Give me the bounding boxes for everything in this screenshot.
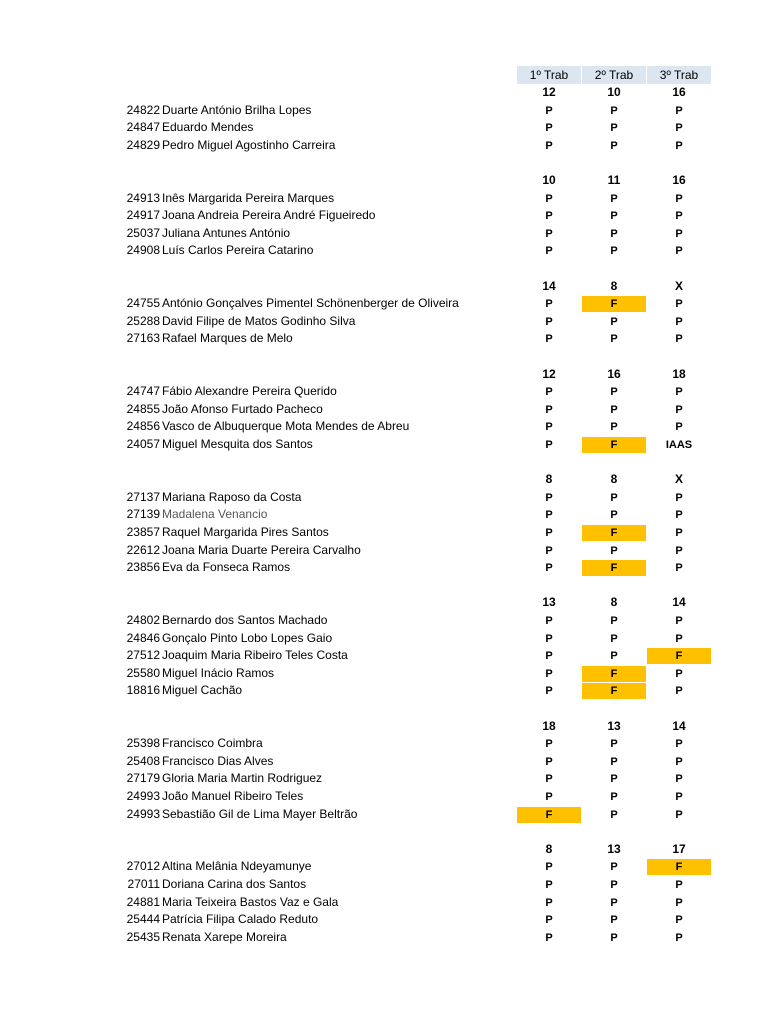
mark-cell: P bbox=[545, 738, 553, 751]
student-name: Luís Carlos Pereira Catarino bbox=[162, 243, 314, 258]
student-name: David Filipe de Matos Godinho Silva bbox=[162, 313, 356, 328]
group-score: 17 bbox=[672, 841, 686, 856]
mark-cell: P bbox=[610, 210, 618, 223]
mark-cell: P bbox=[545, 755, 553, 768]
mark-cell: P bbox=[675, 738, 683, 751]
group-score: 14 bbox=[672, 595, 686, 610]
mark-cell: P bbox=[675, 139, 683, 152]
mark-cell: P bbox=[610, 491, 618, 504]
student-name: João Afonso Furtado Pacheco bbox=[162, 401, 323, 416]
group-score: 8 bbox=[610, 595, 618, 610]
student-name: Renata Xarepe Moreira bbox=[162, 929, 287, 944]
mark-cell: P bbox=[545, 245, 553, 258]
student-number: 24993 bbox=[126, 806, 160, 821]
group-score: 14 bbox=[672, 718, 686, 733]
mark-cell: P bbox=[545, 896, 553, 909]
mark-cell: P bbox=[545, 562, 553, 575]
student-number: 24846 bbox=[126, 630, 160, 645]
student-number: 25398 bbox=[126, 736, 160, 751]
student-number: 27011 bbox=[127, 877, 160, 891]
student-number: 27163 bbox=[126, 331, 160, 346]
mark-cell: P bbox=[675, 298, 683, 311]
student-name: Francisco Dias Alves bbox=[162, 753, 274, 768]
student-number: 24802 bbox=[126, 613, 160, 627]
student-number: 24057 bbox=[126, 437, 160, 451]
mark-cell: P bbox=[545, 914, 553, 927]
mark-cell: P bbox=[610, 139, 618, 152]
mark-cell: P bbox=[610, 738, 618, 751]
mark-cell: P bbox=[610, 773, 618, 786]
mark-cell: P bbox=[610, 227, 618, 240]
mark-cell: P bbox=[610, 896, 618, 909]
student-number: 27512 bbox=[126, 648, 160, 663]
mark-cell: P bbox=[545, 386, 553, 399]
student-name: Miguel Cachão bbox=[162, 683, 243, 698]
mark-cell: P bbox=[675, 562, 683, 575]
mark-cell: P bbox=[675, 421, 683, 434]
mark-cell: P bbox=[610, 755, 618, 768]
mark-cell: P bbox=[545, 632, 553, 645]
mark-cell: P bbox=[675, 491, 683, 504]
mark-cell: P bbox=[545, 315, 553, 328]
mark-cell: P bbox=[610, 650, 618, 663]
student-name: Duarte António Brilha Lopes bbox=[162, 102, 312, 117]
group-score: 10 bbox=[607, 85, 621, 99]
mark-cell: P bbox=[675, 122, 683, 135]
mark-cell: P bbox=[610, 333, 618, 346]
mark-cell: P bbox=[675, 773, 683, 786]
mark-cell: P bbox=[610, 403, 618, 416]
student-name: Francisco Coimbra bbox=[162, 736, 263, 751]
mark-cell: P bbox=[545, 421, 553, 434]
student-number: 24829 bbox=[126, 137, 160, 152]
mark-cell: F bbox=[582, 296, 646, 312]
mark-cell: P bbox=[545, 192, 553, 205]
mark-cell: P bbox=[675, 315, 683, 328]
student-number: 24747 bbox=[126, 384, 160, 399]
mark-cell: P bbox=[610, 632, 618, 645]
student-name: Inês Margarida Pereira Marques bbox=[162, 190, 335, 205]
student-name: Maria Teixeira Bastos Vaz e Gala bbox=[162, 894, 339, 909]
student-number: 25435 bbox=[126, 929, 160, 944]
mark-cell: P bbox=[610, 386, 618, 399]
mark-cell: P bbox=[545, 491, 553, 504]
group-score: 13 bbox=[607, 841, 621, 856]
student-number: 24822 bbox=[126, 102, 160, 117]
student-number: 23856 bbox=[126, 560, 160, 575]
mark-cell: P bbox=[675, 685, 683, 698]
group-score: 8 bbox=[610, 472, 618, 487]
mark-cell: P bbox=[610, 791, 618, 803]
student-name: Rafael Marques de Melo bbox=[162, 331, 293, 346]
mark-cell: P bbox=[610, 808, 618, 821]
mark-cell: P bbox=[675, 527, 683, 539]
group-score: 10 bbox=[542, 173, 556, 187]
mark-cell: P bbox=[610, 192, 618, 205]
student-number: 24917 bbox=[126, 208, 160, 223]
mark-cell: P bbox=[610, 421, 618, 434]
mark-cell: P bbox=[675, 386, 683, 399]
mark-cell: P bbox=[545, 791, 553, 803]
mark-cell: P bbox=[545, 615, 553, 627]
student-number: 25288 bbox=[126, 313, 160, 328]
student-name: Joana Andreia Pereira André Figueiredo bbox=[162, 208, 376, 223]
mark-cell: P bbox=[545, 210, 553, 223]
student-name: Doriana Carina dos Santos bbox=[162, 877, 307, 891]
student-name: Madalena Venancio bbox=[162, 507, 268, 522]
mark-cell: P bbox=[545, 527, 553, 539]
student-name: Miguel Inácio Ramos bbox=[162, 665, 275, 680]
student-name: Bernardo dos Santos Machado bbox=[162, 613, 328, 627]
student-number: 25580 bbox=[126, 665, 160, 680]
mark-cell: P bbox=[545, 773, 553, 786]
student-number: 24908 bbox=[126, 243, 160, 258]
student-name: Raquel Margarida Pires Santos bbox=[162, 525, 329, 539]
student-number: 25408 bbox=[126, 753, 160, 768]
mark-cell: F bbox=[582, 525, 646, 541]
mark-cell: P bbox=[610, 861, 618, 874]
mark-cell: IAAS bbox=[665, 439, 693, 451]
group-score: 14 bbox=[542, 278, 556, 293]
group-score: 8 bbox=[610, 278, 618, 293]
mark-cell: P bbox=[610, 931, 618, 944]
student-number: 24913 bbox=[126, 190, 160, 205]
student-name: Vasco de Albuquerque Mota Mendes de Abreu bbox=[162, 419, 410, 434]
mark-cell: P bbox=[545, 544, 553, 557]
mark-cell: P bbox=[545, 298, 553, 311]
mark-cell: P bbox=[545, 104, 553, 117]
student-name: Sebastião Gil de Lima Mayer Beltrão bbox=[162, 806, 358, 821]
student-name: Eduardo Mendes bbox=[162, 120, 254, 135]
student-number: 27139 bbox=[126, 507, 160, 522]
student-name: Miguel Mesquita dos Santos bbox=[162, 437, 313, 451]
student-name: Fábio Alexandre Pereira Querido bbox=[162, 384, 337, 399]
mark-cell: F bbox=[582, 666, 646, 682]
mark-cell: P bbox=[545, 879, 553, 891]
mark-cell: P bbox=[675, 245, 683, 258]
mark-cell: P bbox=[610, 104, 618, 117]
column-header-1: 1º Trab bbox=[517, 66, 581, 84]
mark-cell: P bbox=[610, 245, 618, 258]
mark-cell: F bbox=[582, 560, 646, 576]
mark-cell: P bbox=[545, 685, 553, 698]
student-name: Patrícia Filipa Calado Reduto bbox=[162, 912, 319, 927]
student-name: Gonçalo Pinto Lobo Lopes Gaio bbox=[162, 630, 333, 645]
mark-cell: P bbox=[675, 192, 683, 205]
group-score: 13 bbox=[542, 595, 556, 610]
mark-cell: F bbox=[582, 683, 646, 699]
student-number: 23857 bbox=[126, 525, 160, 539]
group-score: 16 bbox=[607, 366, 621, 381]
mark-cell: P bbox=[675, 615, 683, 627]
mark-cell: P bbox=[610, 615, 618, 627]
group-score: 16 bbox=[672, 173, 686, 187]
student-number: 25444 bbox=[126, 912, 160, 927]
student-name: Altina Melânia Ndeyamunye bbox=[162, 859, 312, 874]
group-score: X bbox=[674, 472, 683, 487]
mark-cell: P bbox=[545, 650, 553, 663]
student-name: Pedro Miguel Agostinho Carreira bbox=[162, 137, 336, 152]
mark-cell: P bbox=[610, 509, 618, 522]
mark-cell: F bbox=[582, 437, 646, 453]
student-number: 22612 bbox=[126, 542, 160, 557]
mark-cell: P bbox=[545, 667, 553, 680]
mark-cell: P bbox=[675, 879, 683, 891]
mark-cell: P bbox=[675, 667, 683, 680]
mark-cell: P bbox=[675, 896, 683, 909]
mark-cell: F bbox=[647, 648, 711, 664]
student-name: João Manuel Ribeiro Teles bbox=[162, 789, 304, 803]
mark-cell: P bbox=[675, 632, 683, 645]
mark-cell: P bbox=[675, 544, 683, 557]
mark-cell: P bbox=[545, 227, 553, 240]
group-score: 16 bbox=[672, 85, 686, 99]
mark-cell: P bbox=[675, 333, 683, 346]
group-score: 18 bbox=[542, 718, 556, 733]
student-number: 25037 bbox=[126, 225, 160, 240]
student-number: 24755 bbox=[126, 296, 160, 311]
group-score: 12 bbox=[542, 85, 556, 99]
mark-cell: F bbox=[647, 859, 711, 875]
mark-cell: P bbox=[610, 879, 618, 891]
mark-cell: P bbox=[675, 791, 683, 803]
mark-cell: P bbox=[675, 104, 683, 117]
student-name: Eva da Fonseca Ramos bbox=[162, 560, 291, 575]
group-score: X bbox=[674, 278, 683, 293]
group-score: 12 bbox=[542, 366, 556, 381]
mark-cell: P bbox=[545, 861, 553, 874]
student-number: 18816 bbox=[126, 683, 160, 698]
group-score: 8 bbox=[545, 472, 553, 487]
mark-cell: P bbox=[675, 227, 683, 240]
student-number: 24855 bbox=[126, 401, 160, 416]
mark-cell: F bbox=[517, 807, 581, 823]
mark-cell: P bbox=[545, 931, 553, 944]
mark-cell: P bbox=[545, 122, 553, 135]
student-number: 24881 bbox=[126, 894, 160, 909]
mark-cell: P bbox=[610, 122, 618, 135]
mark-cell: P bbox=[545, 403, 553, 416]
student-number: 27137 bbox=[126, 489, 160, 504]
group-score: 11 bbox=[607, 173, 621, 187]
mark-cell: P bbox=[545, 139, 553, 152]
mark-cell: P bbox=[610, 914, 618, 927]
student-name: António Gonçalves Pimentel Schönenberger de Oliveira bbox=[162, 296, 459, 311]
mark-cell: P bbox=[675, 931, 683, 944]
mark-cell: P bbox=[675, 755, 683, 768]
mark-cell: P bbox=[675, 808, 683, 821]
mark-cell: P bbox=[545, 439, 553, 451]
mark-cell: P bbox=[675, 914, 683, 927]
student-name: Joaquim Maria Ribeiro Teles Costa bbox=[162, 648, 348, 663]
mark-cell: P bbox=[675, 210, 683, 223]
student-number: 27012 bbox=[126, 859, 160, 874]
column-header-2: 2º Trab bbox=[582, 66, 646, 84]
student-number: 24993 bbox=[126, 789, 160, 803]
student-name: Mariana Raposo da Costa bbox=[162, 489, 302, 504]
group-score: 8 bbox=[545, 841, 553, 856]
student-name: Juliana Antunes António bbox=[162, 225, 291, 240]
student-number: 27179 bbox=[126, 771, 160, 786]
column-header-3: 3º Trab bbox=[647, 66, 711, 84]
student-number: 24847 bbox=[126, 120, 160, 135]
student-name: Gloria Maria Martin Rodriguez bbox=[162, 771, 323, 786]
mark-cell: P bbox=[610, 315, 618, 328]
mark-cell: P bbox=[545, 333, 553, 346]
mark-cell: P bbox=[675, 403, 683, 416]
group-score: 13 bbox=[607, 718, 621, 733]
mark-cell: P bbox=[610, 544, 618, 557]
mark-cell: P bbox=[675, 509, 683, 522]
group-score: 18 bbox=[672, 366, 686, 381]
student-number: 24856 bbox=[126, 419, 160, 434]
mark-cell: P bbox=[545, 509, 553, 522]
student-name: Joana Maria Duarte Pereira Carvalho bbox=[162, 542, 361, 557]
